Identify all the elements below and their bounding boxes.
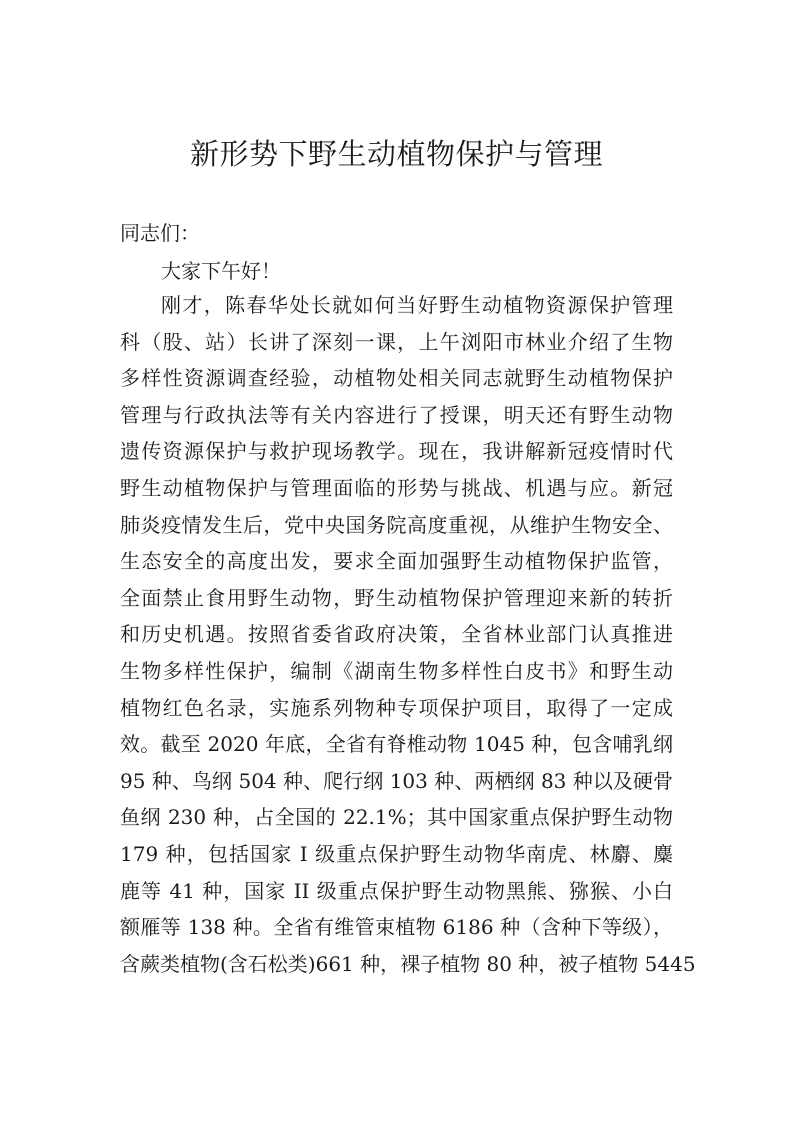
body-line: 科（股、站）长讲了深刻一课，上午浏阳市林业介绍了生物	[120, 329, 673, 354]
body-line: 刚才，陈春华处长就如何当好野生动植物资源保护管理	[161, 293, 673, 317]
body-line: 179 种，包括国家 I 级重点保护野生动物华南虎、林麝、麋	[120, 841, 673, 866]
body-paragraph	[120, 287, 696, 982]
body-line: 野生动植物保护与管理面临的形势与挑战、机遇与应。新冠	[120, 475, 673, 500]
body-line: 含蕨类植物(含石松类)661 种，裸子植物 80 种，被子植物 5445	[120, 951, 696, 976]
body-line: 管理与行政执法等有关内容进行了授课，明天还有野生动物	[120, 402, 673, 427]
body-line: 植物红色名录，实施系列物种专项保护项目，取得了一定成	[120, 695, 673, 720]
document-title: 新形势下野生动植物保护与管理	[189, 137, 603, 171]
body-line: 全面禁止食用野生动物，野生动植物保护管理迎来新的转折	[120, 585, 673, 610]
body-line: 效。截至 2020 年底，全省有脊椎动物 1045 种，包含哺乳纲	[120, 732, 673, 757]
body-line: 遗传资源保护与救护现场教学。现在，我讲解新冠疫情时代	[120, 439, 673, 464]
body-line: 鱼纲 230 种，占全国的 22.1%；其中国家重点保护野生动物	[120, 805, 673, 830]
body-line: 鹿等 41 种，国家 II 级重点保护野生动物黑熊、猕猴、小白	[120, 878, 673, 903]
salutation: 同志们：	[120, 221, 200, 245]
body-line: 生态安全的高度出发，要求全面加强野生动植物保护监管，	[120, 549, 673, 574]
body-line: 肺炎疫情发生后，党中央国务院高度重视，从维护生物安全、	[120, 512, 673, 537]
body-line: 和历史机遇。按照省委省政府决策，全省林业部门认真推进	[120, 622, 673, 647]
body-line: 95 种、鸟纲 504 种、爬行纲 103 种、两栖纲 83 种以及硬骨	[120, 768, 673, 793]
body-line: 多样性资源调查经验，动植物处相关同志就野生动植物保护	[120, 366, 673, 391]
body-line: 生物多样性保护，编制《湖南生物多样性白皮书》和野生动	[120, 658, 673, 683]
greeting: 大家下午好！	[161, 259, 281, 283]
body-line: 额雁等 138 种。全省有维管束植物 6186 种（含种下等级），	[120, 915, 673, 940]
